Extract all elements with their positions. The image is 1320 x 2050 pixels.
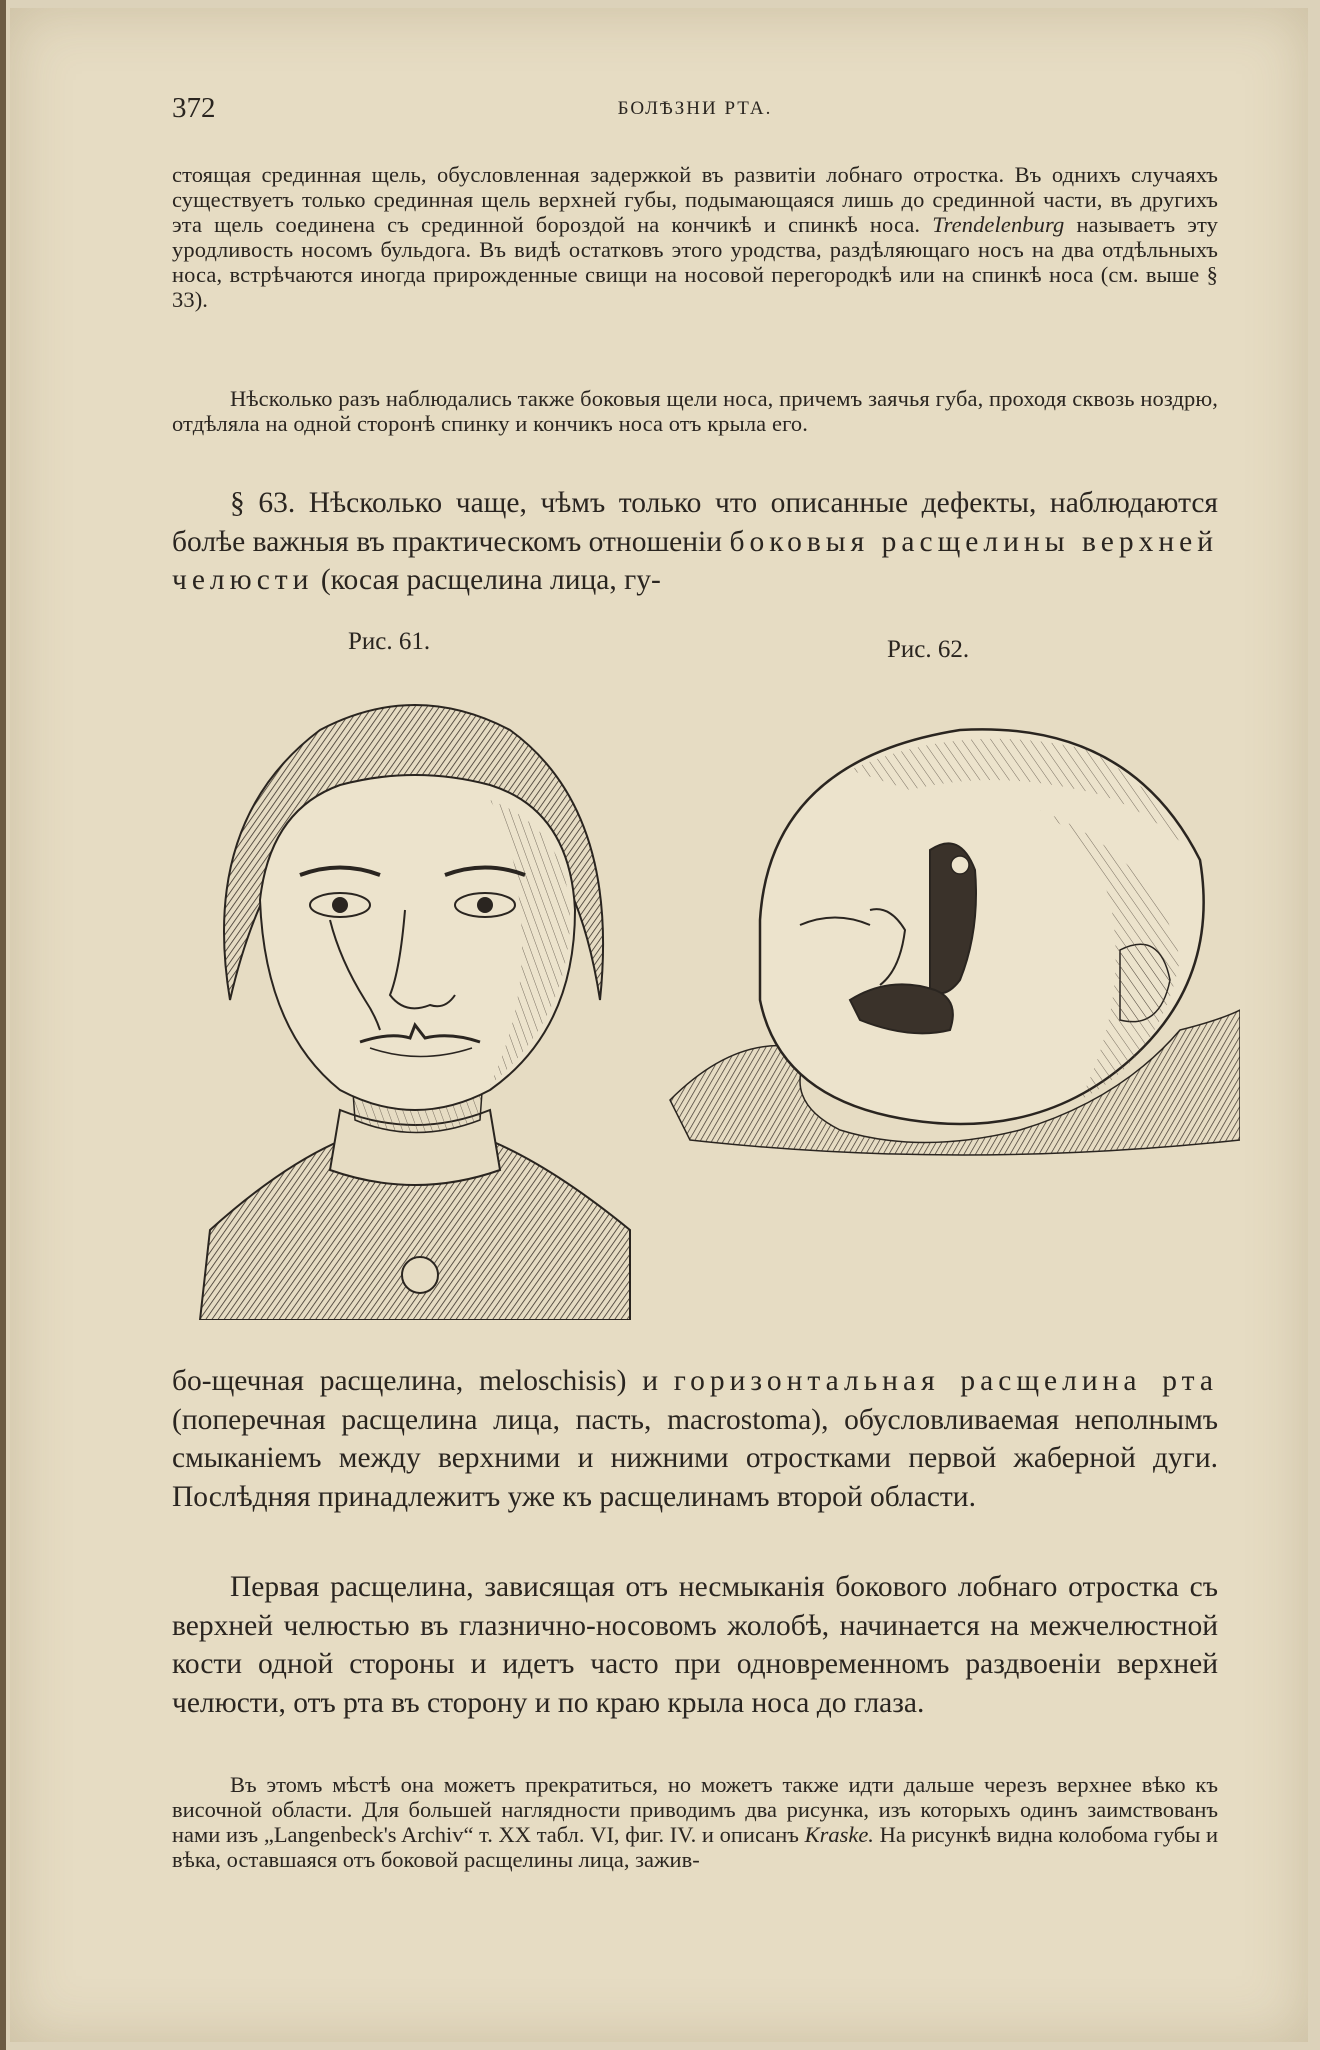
note-paragraph: Въ этомъ мѣстѣ она можетъ прекратиться, но можетъ также идти дальше черезъ верхнее вѣко къ височной области. Для большей наглядности приводимъ два рисунка, изъ которыхъ одинъ заимствованъ нами изъ „Langenbeck's Archiv“ т. XX табл. VI, фиг. IV. и описанъ Kraske. На рисункѣ видна колобома губы и вѣка, оставшаяся отъ боковой расщелины лица, зажив- xyxy=(172,1772,1219,1872)
figure-62-infant-engraving xyxy=(660,700,1240,1160)
spaced-term-lateral-clefts: боковыя расщелины верхней челюсти xyxy=(172,525,1218,596)
page-header xyxy=(172,92,1218,132)
term-meloschisis: meloschisis xyxy=(478,1365,617,1397)
book-spine-edge xyxy=(0,0,6,2050)
spaced-term-horizontal-cleft: горизонтальная расщелина рта xyxy=(673,1365,1218,1397)
continuation-paragraph: бо-щечная расщелина, meloschisis) и горизонтальная расщелина рта (поперечная расщелина лица, пасть, macrostoma), обусловливаемая неполнымъ смыканіемъ между верхними и нижними отростками первой жаберной дуги. Послѣдняя принадлежитъ уже къ расщелинамъ второй области. xyxy=(172,1365,1219,1513)
top-paragraph-1: стоящая срединная щель, обусловленная задержкой въ развитіи лобнаго отростка. Въ однихъ случаяхъ существуетъ только срединная щель верхней губы, подымающаяся лишь до срединной части, въ другихъ эта щель соединена съ срединной бороздой на кончикѣ и спинкѣ носа. Trendelenburg называетъ эту уродливость носомъ бульдога. Въ видѣ остатковъ этого уродства, раздѣляющаго носъ на два отдѣльныхъ носа, встрѣчаются иногда прирожденные свищи на носовой перегородкѣ или на спинкѣ носа (см. выше § 33). xyxy=(172,162,1219,312)
top-paragraph-2: Нѣсколько разъ наблюдались также боковыя щели носа, причемъ заячья губа, проходя сквозь ноздрю, отдѣляла на одной сторонѣ спинку и кончикъ носа отъ крыла его. xyxy=(172,386,1218,436)
figure-61-caption: Рис. 61. xyxy=(348,628,431,655)
author-kraske: Kraske. xyxy=(804,1822,874,1847)
source-langenbeck: „Langenbeck's Archiv“ xyxy=(263,1822,474,1847)
running-title: БОЛѢЗНИ РТА. xyxy=(617,98,773,119)
term-macrostoma: macrostoma xyxy=(667,1403,812,1436)
page-number: 372 xyxy=(172,92,216,124)
author-trendelenburg: Trendelenburg xyxy=(932,212,1065,237)
first-cleft-paragraph: Первая расщелина, зависящая отъ несмыканія бокового лобнаго отростка съ верхней челюстью въ глазнично-носовомъ жолобѣ, начинается на межчелюстной кости одной стороны и идетъ часто при одновременномъ раздвоеніи верхней челюсти, отъ рта въ сторону и по краю крыла носа до глаза. xyxy=(172,1571,1218,1719)
figure-62-caption: Рис. 62. xyxy=(887,636,970,663)
section-63-paragraph: § 63. Нѣсколько чаще, чѣмъ только что описанные дефекты, наблюдаются болѣе важныя въ практическомъ отношеніи боковыя расщелины верхней челюсти (косая расщелина лица, гу- xyxy=(172,487,1218,596)
figure-61-woman-engraving xyxy=(190,670,640,1320)
